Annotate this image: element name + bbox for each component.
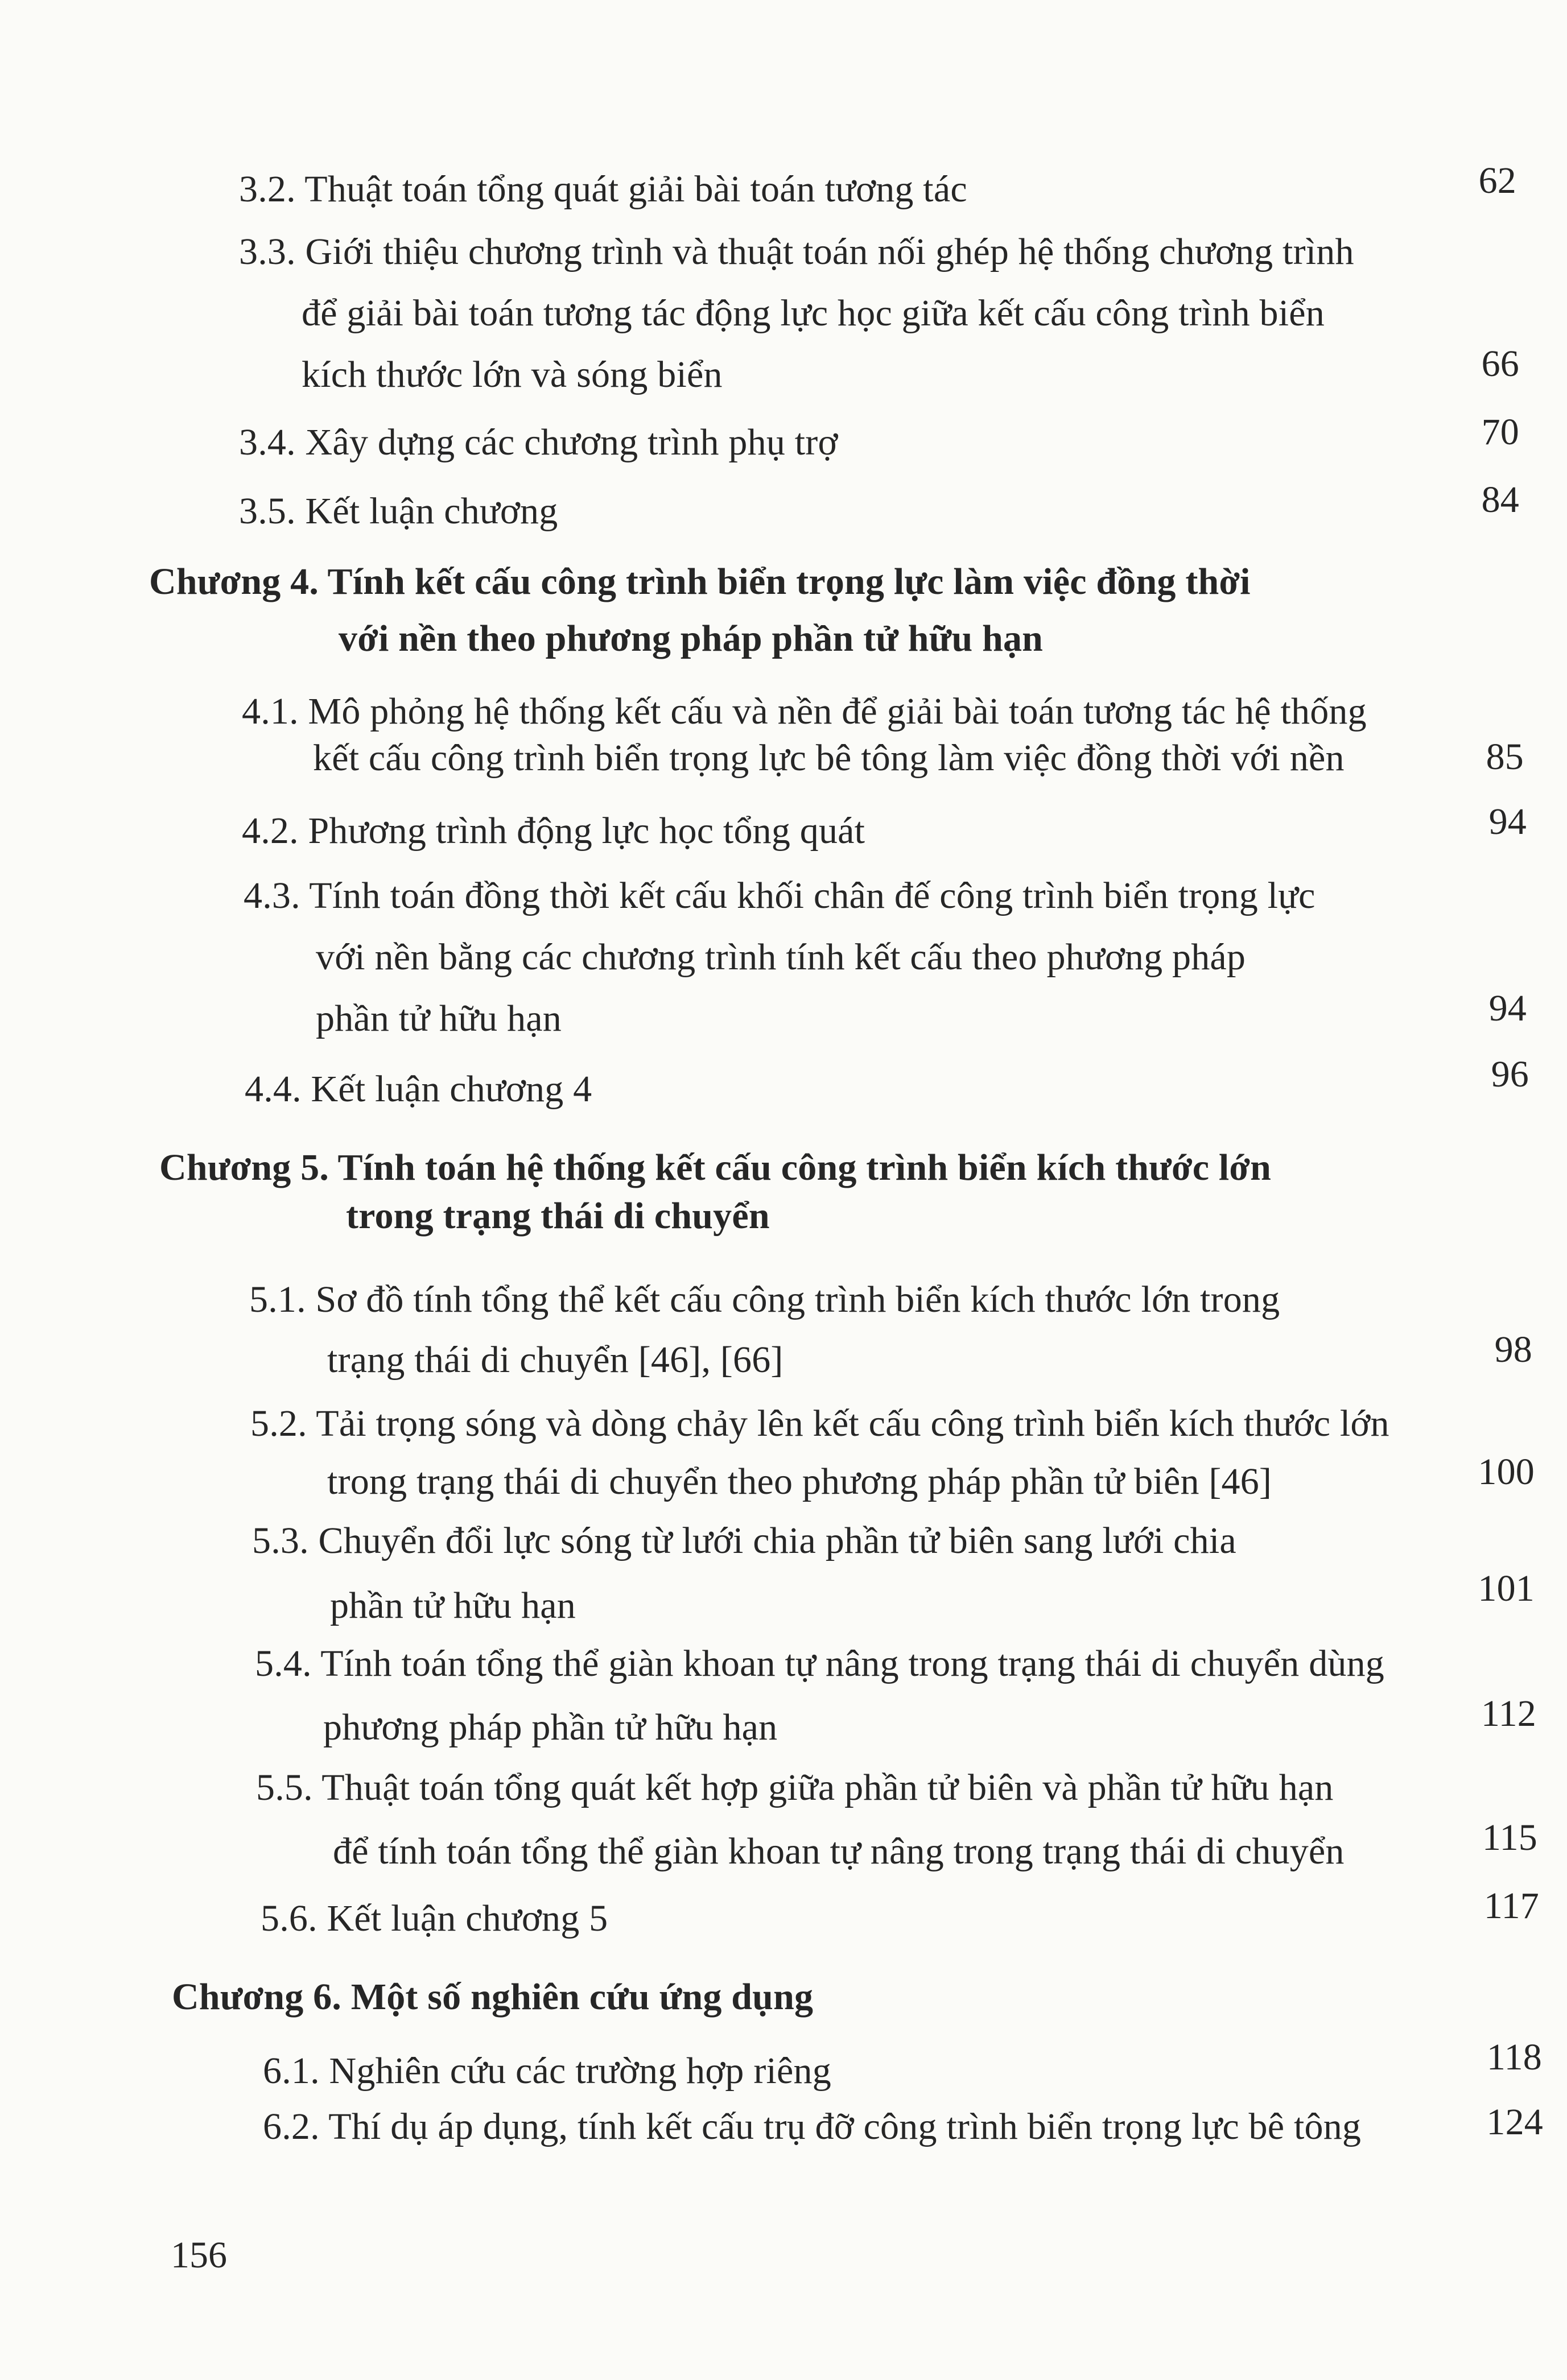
chapter-4-heading-continuation: với nền theo phương pháp phần tử hữu hạn (339, 618, 1044, 659)
toc-entry-4-3: 4.3. Tính toán đồng thời kết cấu khối chân đế công trình biển trọng lực (244, 875, 1316, 916)
toc-entry-continuation: phương pháp phần tử hữu hạn (323, 1707, 778, 1748)
folio-page-number: 156 (171, 2234, 227, 2276)
page-number: 101 (1478, 1568, 1535, 1609)
toc-entry-continuation: trong trạng thái di chuyển theo phương pháp phần tử biên [46] (327, 1461, 1272, 1502)
page-number: 85 (1486, 736, 1524, 778)
toc-entry-continuation: để giải bài toán tương tác động lực học giữa kết cấu công trình biển (302, 292, 1325, 334)
toc-entry-3-3: 3.3. Giới thiệu chương trình và thuật toán nối ghép hệ thống chương trình (239, 231, 1354, 272)
toc-entry-3-5: 3.5. Kết luận chương (239, 490, 558, 532)
page-number: 94 (1488, 987, 1527, 1029)
chapter-6-heading: Chương 6. Một số nghiên cứu ứng dụng (172, 1976, 814, 2018)
toc-entry-6-2: 6.2. Thí dụ áp dụng, tính kết cấu trụ đỡ công trình biển trọng lực bê tông (263, 2106, 1362, 2147)
page-number: 66 (1481, 343, 1519, 385)
toc-entry-continuation: để tính toán tổng thể giàn khoan tự nâng trong trạng thái di chuyển (333, 1831, 1345, 1872)
page-number: 118 (1486, 2036, 1542, 2078)
toc-entry-5-6: 5.6. Kết luận chương 5 (261, 1898, 608, 1939)
toc-entry-continuation: phần tử hữu hạn (330, 1585, 576, 1626)
page-number: 117 (1483, 1885, 1539, 1927)
page-number: 100 (1478, 1451, 1535, 1493)
toc-entry-4-4: 4.4. Kết luận chương 4 (245, 1068, 592, 1110)
chapter-4-heading: Chương 4. Tính kết cấu công trình biển trọng lực làm việc đồng thời (149, 561, 1251, 602)
toc-entry-continuation: với nền bằng các chương trình tính kết cấu theo phương pháp (316, 936, 1246, 978)
toc-entry-4-2: 4.2. Phương trình động lực học tổng quát (242, 810, 865, 852)
page-number: 62 (1478, 160, 1516, 201)
toc-entry-6-1: 6.1. Nghiên cứu các trường hợp riêng (263, 2050, 831, 2092)
toc-entry-continuation: phần tử hữu hạn (316, 998, 562, 1039)
toc-entry-3-2: 3.2. Thuật toán tổng quát giải bài toán tương tác (239, 168, 967, 210)
page-number: 96 (1491, 1053, 1529, 1095)
toc-entry-continuation: kết cấu công trình biển trọng lực bê tông làm việc đồng thời với nền (313, 737, 1345, 779)
page-number: 98 (1494, 1329, 1532, 1370)
toc-entry-3-4: 3.4. Xây dựng các chương trình phụ trợ (239, 422, 838, 463)
toc-entry-continuation: kích thước lớn và sóng biển (302, 354, 723, 395)
chapter-5-heading-continuation: trong trạng thái di chuyển (346, 1195, 770, 1237)
toc-entry-5-1: 5.1. Sơ đồ tính tổng thể kết cấu công trình biển kích thước lớn trong (249, 1279, 1280, 1320)
toc-entry-5-2: 5.2. Tải trọng sóng và dòng chảy lên kết cấu công trình biển kích thước lớn (250, 1403, 1389, 1444)
page-number: 70 (1481, 411, 1519, 453)
toc-entry-5-4: 5.4. Tính toán tổng thể giàn khoan tự nâng trong trạng thái di chuyển dùng (255, 1643, 1385, 1684)
page-number: 94 (1488, 801, 1527, 842)
toc-entry-4-1: 4.1. Mô phỏng hệ thống kết cấu và nền để giải bài toán tương tác hệ thống (242, 691, 1367, 732)
page-number: 112 (1481, 1693, 1536, 1734)
toc-entry-continuation: trạng thái di chuyển [46], [66] (327, 1339, 784, 1381)
toc-entry-5-3: 5.3. Chuyển đổi lực sóng từ lưới chia phần tử biên sang lưới chia (252, 1520, 1236, 1561)
chapter-5-heading: Chương 5. Tính toán hệ thống kết cấu công trình biển kích thước lớn (159, 1147, 1272, 1188)
toc-entry-5-5: 5.5. Thuật toán tổng quát kết hợp giữa phần tử biên và phần tử hữu hạn (256, 1767, 1334, 1808)
page-number: 84 (1481, 479, 1519, 520)
page-number: 124 (1486, 2101, 1543, 2143)
page-number: 115 (1482, 1817, 1537, 1858)
